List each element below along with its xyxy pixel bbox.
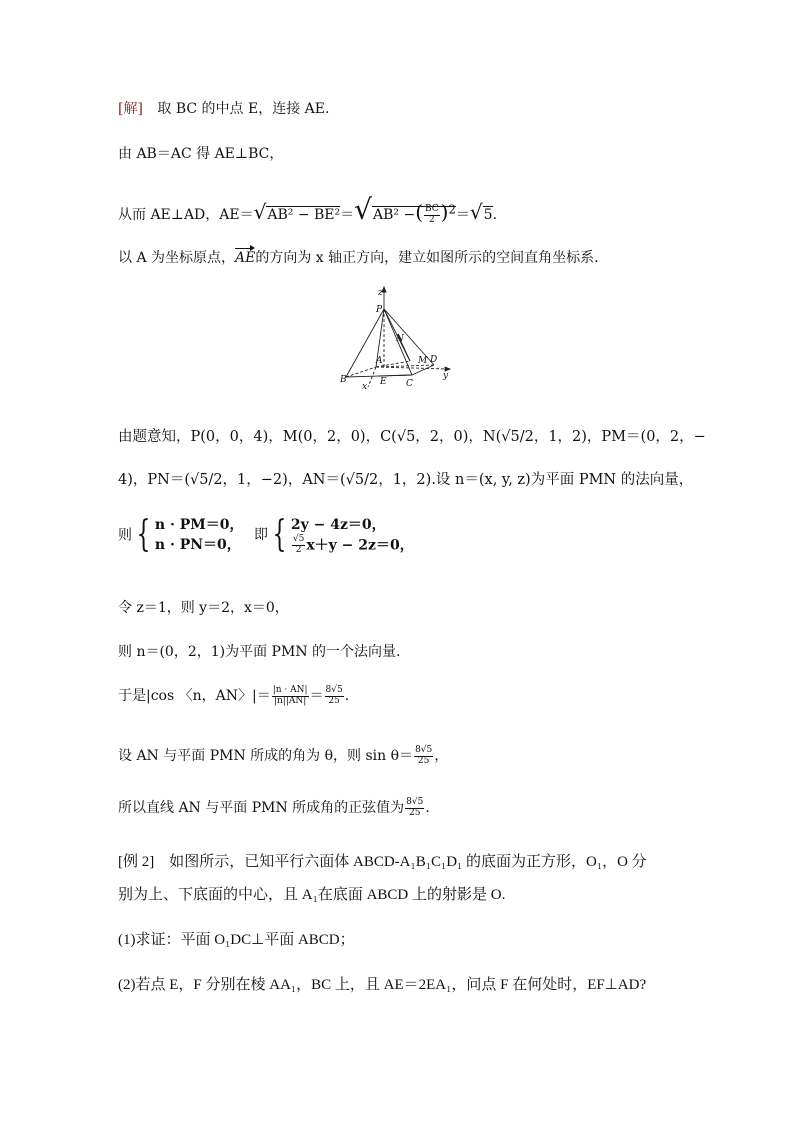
label-d: D bbox=[430, 355, 438, 365]
label-z: z bbox=[378, 288, 383, 298]
label-p: P bbox=[376, 305, 383, 315]
label-c: C bbox=[406, 379, 413, 389]
solution-line-11: 设 AN 与平面 PMN 所成的角为 θ，则 sin θ＝ $\frac{8√5}{25}$ ， bbox=[118, 744, 449, 766]
label-b: B bbox=[340, 375, 347, 385]
solution-line-8: 令 z＝1，则 y＝2，x＝0， bbox=[118, 600, 289, 616]
solution-line-6: 4)，PN＝(√5/2，1，−2)，AN＝(√5/2，1，2).设 n＝(x, y, z)为平面 PMN 的法向量， bbox=[118, 472, 694, 488]
example-line-4: (2)若点 E，F 分别在棱 AA₁，BC 上，且 AE＝2EA₁，问点 F 在何处时，EF⊥AD? bbox=[118, 977, 647, 993]
solution-line-7: 则 { n · PM＝0， n · PN＝0， 即 { 2y − 4z＝0， $\frac{√5}{2}$ x＋y − 2z＝0， bbox=[118, 514, 414, 556]
solution-line-4: 以 A 为坐标原点，AE的方向为 x 轴正方向，建立如图所示的空间直角坐标系. bbox=[118, 250, 599, 266]
vector-ae: AE bbox=[235, 250, 256, 266]
solution-line-2: 由 AB＝AC 得 AE⊥BC， bbox=[118, 146, 284, 162]
solution-line-3: 从而 AE⊥AD，AE＝√AB² − BE²＝√AB² −( $\frac{BC}{2}$ )$^2$＝√5. bbox=[118, 193, 498, 226]
label-e: E bbox=[380, 377, 387, 387]
x-axis bbox=[368, 367, 376, 387]
solution-line-1 bbox=[118, 98, 329, 118]
solution-line-12: 所以直线 AN 与平面 PMN 所成角的正弦值为 $\frac{8√5}{25}$ . bbox=[118, 796, 430, 818]
label-n: N bbox=[396, 334, 404, 344]
label-x: x bbox=[362, 382, 368, 392]
pyramid-figure bbox=[338, 285, 458, 393]
solution-line-5: 由题意知，P(0，0，4)，M(0，2，0)，C(√5，2，0)，N(√5/2，1，2)，PM＝(0，2，− bbox=[118, 429, 706, 445]
solution-line-9: 则 n＝(0，2，1)为平面 PMN 的一个法向量. bbox=[118, 644, 401, 660]
y-axis bbox=[376, 367, 448, 369]
label-m: M bbox=[418, 356, 428, 366]
solution-tag: [解] bbox=[118, 101, 143, 117]
solution-text: 取 BC 的中点 E，连接 AE. bbox=[157, 101, 330, 117]
example-line-2: 别为上、下底面的中心，且 A₁在底面 ABCD 上的射影是 O. bbox=[118, 887, 506, 903]
label-y: y bbox=[443, 371, 449, 381]
label-a: A bbox=[376, 356, 383, 366]
solution-line-10: 于是|cos 〈n，AN〉|＝ $\frac{|n \cdot AN|}{|n||AN|}$ ＝ $\frac{8√5}{25}$ . bbox=[118, 684, 350, 706]
example-line-1: [例 2] 如图所示，已知平行六面体 ABCD-A₁B₁C₁D₁ 的底面为正方形，O₁，O 分 bbox=[118, 854, 647, 870]
example-line-3: (1)求证：平面 O₁DC⊥平面 ABCD； bbox=[118, 932, 355, 948]
